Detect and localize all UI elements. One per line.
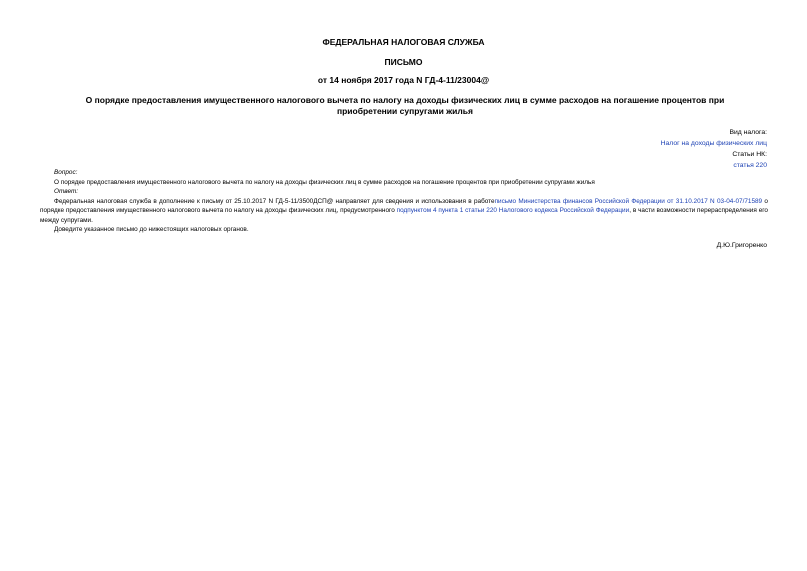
tax-code-link[interactable]: подпунктом 4 пункта 1 статьи 220 Налогового кодекса Российской Федерации [396,207,630,214]
classification-block [661,127,767,171]
closing-text: Доведите указанное письмо до нижестоящих налоговых органов. [54,226,249,233]
signature: Д.Ю.Григоренко [716,242,767,249]
document-title: О порядке предоставления имущественного налогового вычета по налогу на доходы физических лиц в сумме расходов на погашение процентов при приобретении супругами жилья [85,95,725,116]
answer-label: Ответ: [54,188,79,195]
question-text: О порядке предоставления имущественного налогового вычета по налогу на доходы физических лиц в сумме расходов на погашение процентов при приобретении супругами жилья [54,178,595,186]
tax-type-link[interactable]: Налог на доходы физических лиц [660,140,767,147]
question-label: Вопрос: [54,169,78,176]
article-link[interactable]: статья 220 [733,162,767,169]
tax-type-label: Вид налога: [729,129,767,136]
minfin-letter-link[interactable]: письмо Министерства финансов Российской Федерации от 31.10.2017 N 03-04-07/71589 [494,197,763,205]
articles-label: Статьи НК: [732,151,767,158]
answer-text-part3: , в части возможности перераспределения его между супругами. [40,207,768,224]
answer-text-part2: о порядке предоставления имущественного налогового вычета по налогу на доходы физических лиц, предусмотренного [40,197,768,214]
agency-name: ФЕДЕРАЛЬНАЯ НАЛОГОВАЯ СЛУЖБА [322,37,485,47]
document-date-number: от 14 ноября 2017 года N ГД-4-11/23004@ [317,75,490,85]
answer-text-part1: Федеральная налоговая служба в дополнение к письму от 25.10.2017 N ГД-5-11/3500ДСП@ направляет для сведения и использования в работе [54,197,495,205]
letter-body [40,168,768,235]
document-type: ПИСЬМО [384,57,423,67]
answer-paragraph [40,197,768,226]
